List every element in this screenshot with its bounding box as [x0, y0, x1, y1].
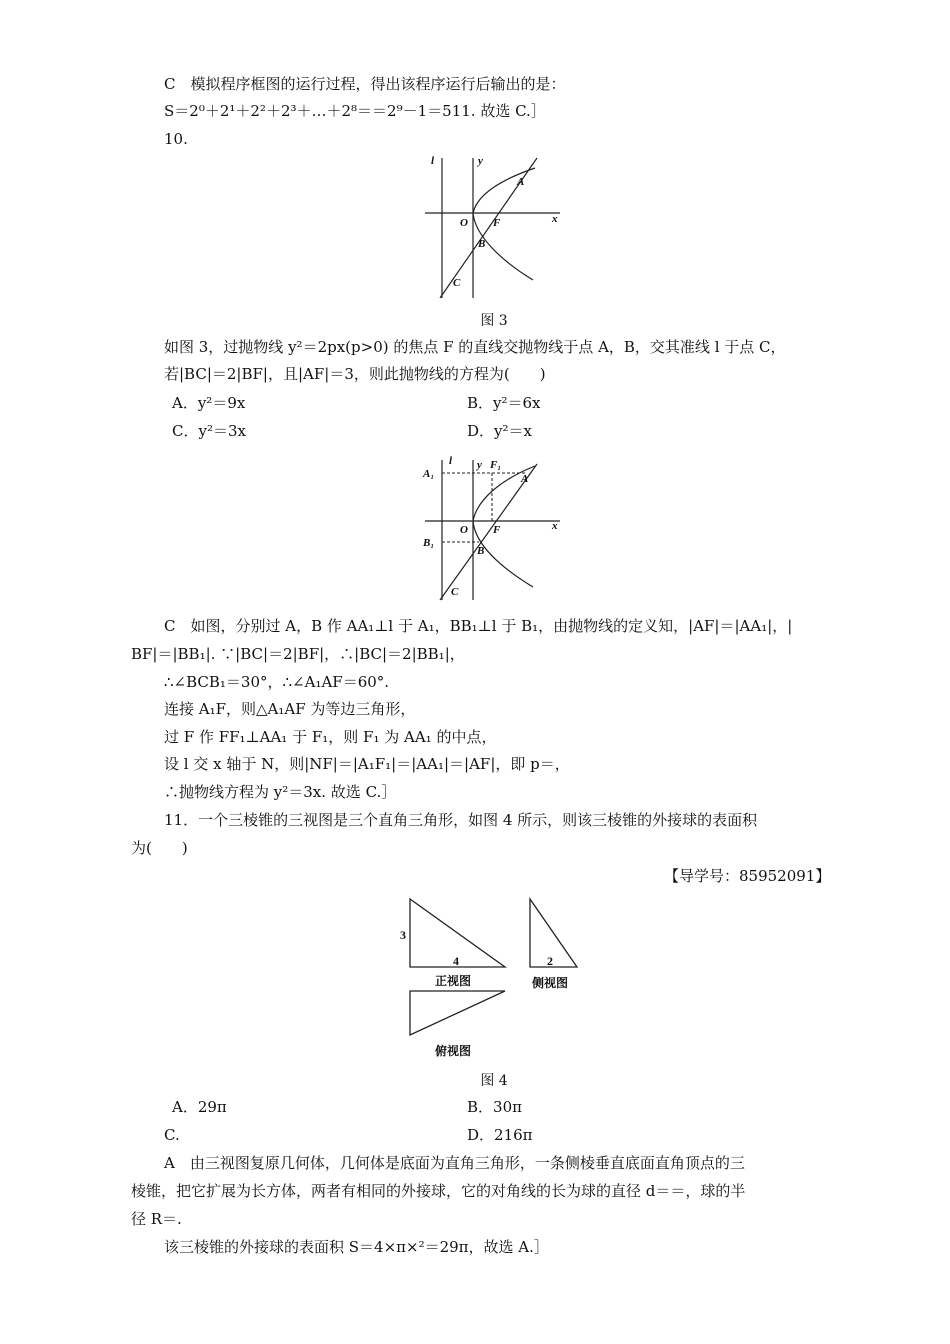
- label-y: y: [478, 155, 483, 167]
- solution-10-line-3: ∴∠BCB₁＝30°，∴∠A₁AF＝60°.: [164, 673, 390, 691]
- label-F: F: [493, 524, 501, 536]
- label-y: y: [477, 459, 482, 471]
- solution-11-line-1: A 由三视图复原几何体，几何体是底面为直角三角形，一条侧棱垂直底面直角顶点的三: [164, 1154, 745, 1172]
- option-c: C．y²＝3x: [172, 422, 246, 440]
- option-a-11: A．29π: [172, 1098, 227, 1116]
- label-C: C: [451, 586, 459, 598]
- guide-number: 【导学号：85952091】: [664, 867, 831, 885]
- option-b-11: B．30π: [467, 1098, 522, 1116]
- side-width-label: 2: [547, 954, 553, 968]
- label-x: x: [552, 213, 558, 225]
- label-l: l: [449, 455, 453, 467]
- option-d: D．y²＝x: [467, 422, 532, 440]
- label-O: O: [460, 217, 468, 229]
- label-A1: A₁: [423, 468, 435, 480]
- question-11-line-1: 11．一个三棱锥的三视图是三个直角三角形，如图 4 所示，则该三棱锥的外接球的表面积: [164, 811, 758, 829]
- label-B: B: [477, 545, 485, 557]
- label-O: O: [460, 524, 468, 536]
- top-view-triangle: [410, 991, 505, 1035]
- question-10-number: 10.: [164, 130, 188, 148]
- solution-9-line-2: S＝2⁰＋2¹＋2²＋2³＋…＋2⁸＝＝2⁹－1＝511. 故选 C.］: [164, 102, 546, 120]
- solution-10-line-5: 过 F 作 FF₁⊥AA₁ 于 F₁，则 F₁ 为 AA₁ 的中点，: [164, 728, 497, 746]
- solution-10-line-1: C 如图，分别过 A，B 作 AA₁⊥l 于 A₁，BB₁⊥l 于 B₁，由抛物线的定义知，|AF|＝|AA₁|，|: [164, 617, 793, 635]
- side-view-label: 侧视图: [532, 976, 569, 990]
- front-height-label: 3: [400, 928, 406, 942]
- label-x: x: [552, 520, 558, 532]
- solution-11-line-3: 径 R＝.: [131, 1210, 182, 1228]
- front-width-label: 4: [453, 954, 459, 968]
- side-view-triangle: [530, 899, 577, 967]
- parabola-figure-2: [415, 452, 565, 602]
- solution-10-line-4: 连接 A₁F，则△A₁AF 为等边三角形，: [164, 700, 416, 718]
- question-10-line-1: 如图 3，过抛物线 y²＝2px(p>0) 的焦点 F 的直线交抛物线于点 A，B，交其准线 l 于点 C，: [164, 338, 786, 356]
- solution-10-line-7: ∴抛物线方程为 y²＝3x. 故选 C.］: [164, 783, 397, 801]
- top-view-label: 俯视图: [435, 1044, 472, 1058]
- solution-9-line-1: C 模拟程序框图的运行过程，得出该程序运行后输出的是：: [164, 75, 566, 93]
- solution-11-line-4: 该三棱锥的外接球的表面积 S＝4×π×²＝29π，故选 A.］: [164, 1238, 549, 1256]
- label-l: l: [431, 155, 435, 167]
- option-b: B．y²＝6x: [467, 394, 541, 412]
- label-B: B: [478, 238, 486, 250]
- solution-11-line-2: 棱锥，把它扩展为长方体，两者有相同的外接球，它的对角线的长为球的直径 d＝＝，球的半: [131, 1182, 746, 1200]
- three-views-figure: [395, 893, 595, 1063]
- parabola-curve: [473, 168, 535, 280]
- figure-4-caption: 图 4: [480, 1073, 508, 1089]
- label-F: F: [493, 217, 501, 229]
- question-10-line-2: 若|BC|＝2|BF|，且|AF|＝3，则此抛物线的方程为( ): [164, 365, 546, 383]
- option-c-11: C.: [164, 1126, 180, 1144]
- front-view-label: 正视图: [435, 974, 472, 988]
- label-B1: B₁: [423, 537, 435, 549]
- label-F1: F₁: [490, 459, 502, 471]
- parabola-figure-1: [415, 150, 565, 300]
- solution-10-line-2: BF|＝|BB₁|. ∵|BC|＝2|BF|，∴|BC|＝2|BB₁|，: [131, 645, 465, 663]
- option-a: A．y²＝9x: [172, 394, 246, 412]
- label-C: C: [453, 277, 461, 289]
- figure-3-caption: 图 3: [480, 313, 508, 329]
- question-11-line-2: 为( ): [131, 839, 188, 857]
- label-A: A: [521, 473, 529, 485]
- solution-10-line-6: 设 l 交 x 轴于 N，则|NF|＝|A₁F₁|＝|AA₁|＝|AF|，即 p＝，: [164, 755, 570, 773]
- option-d-11: D．216π: [467, 1126, 533, 1144]
- label-A: A: [517, 176, 525, 188]
